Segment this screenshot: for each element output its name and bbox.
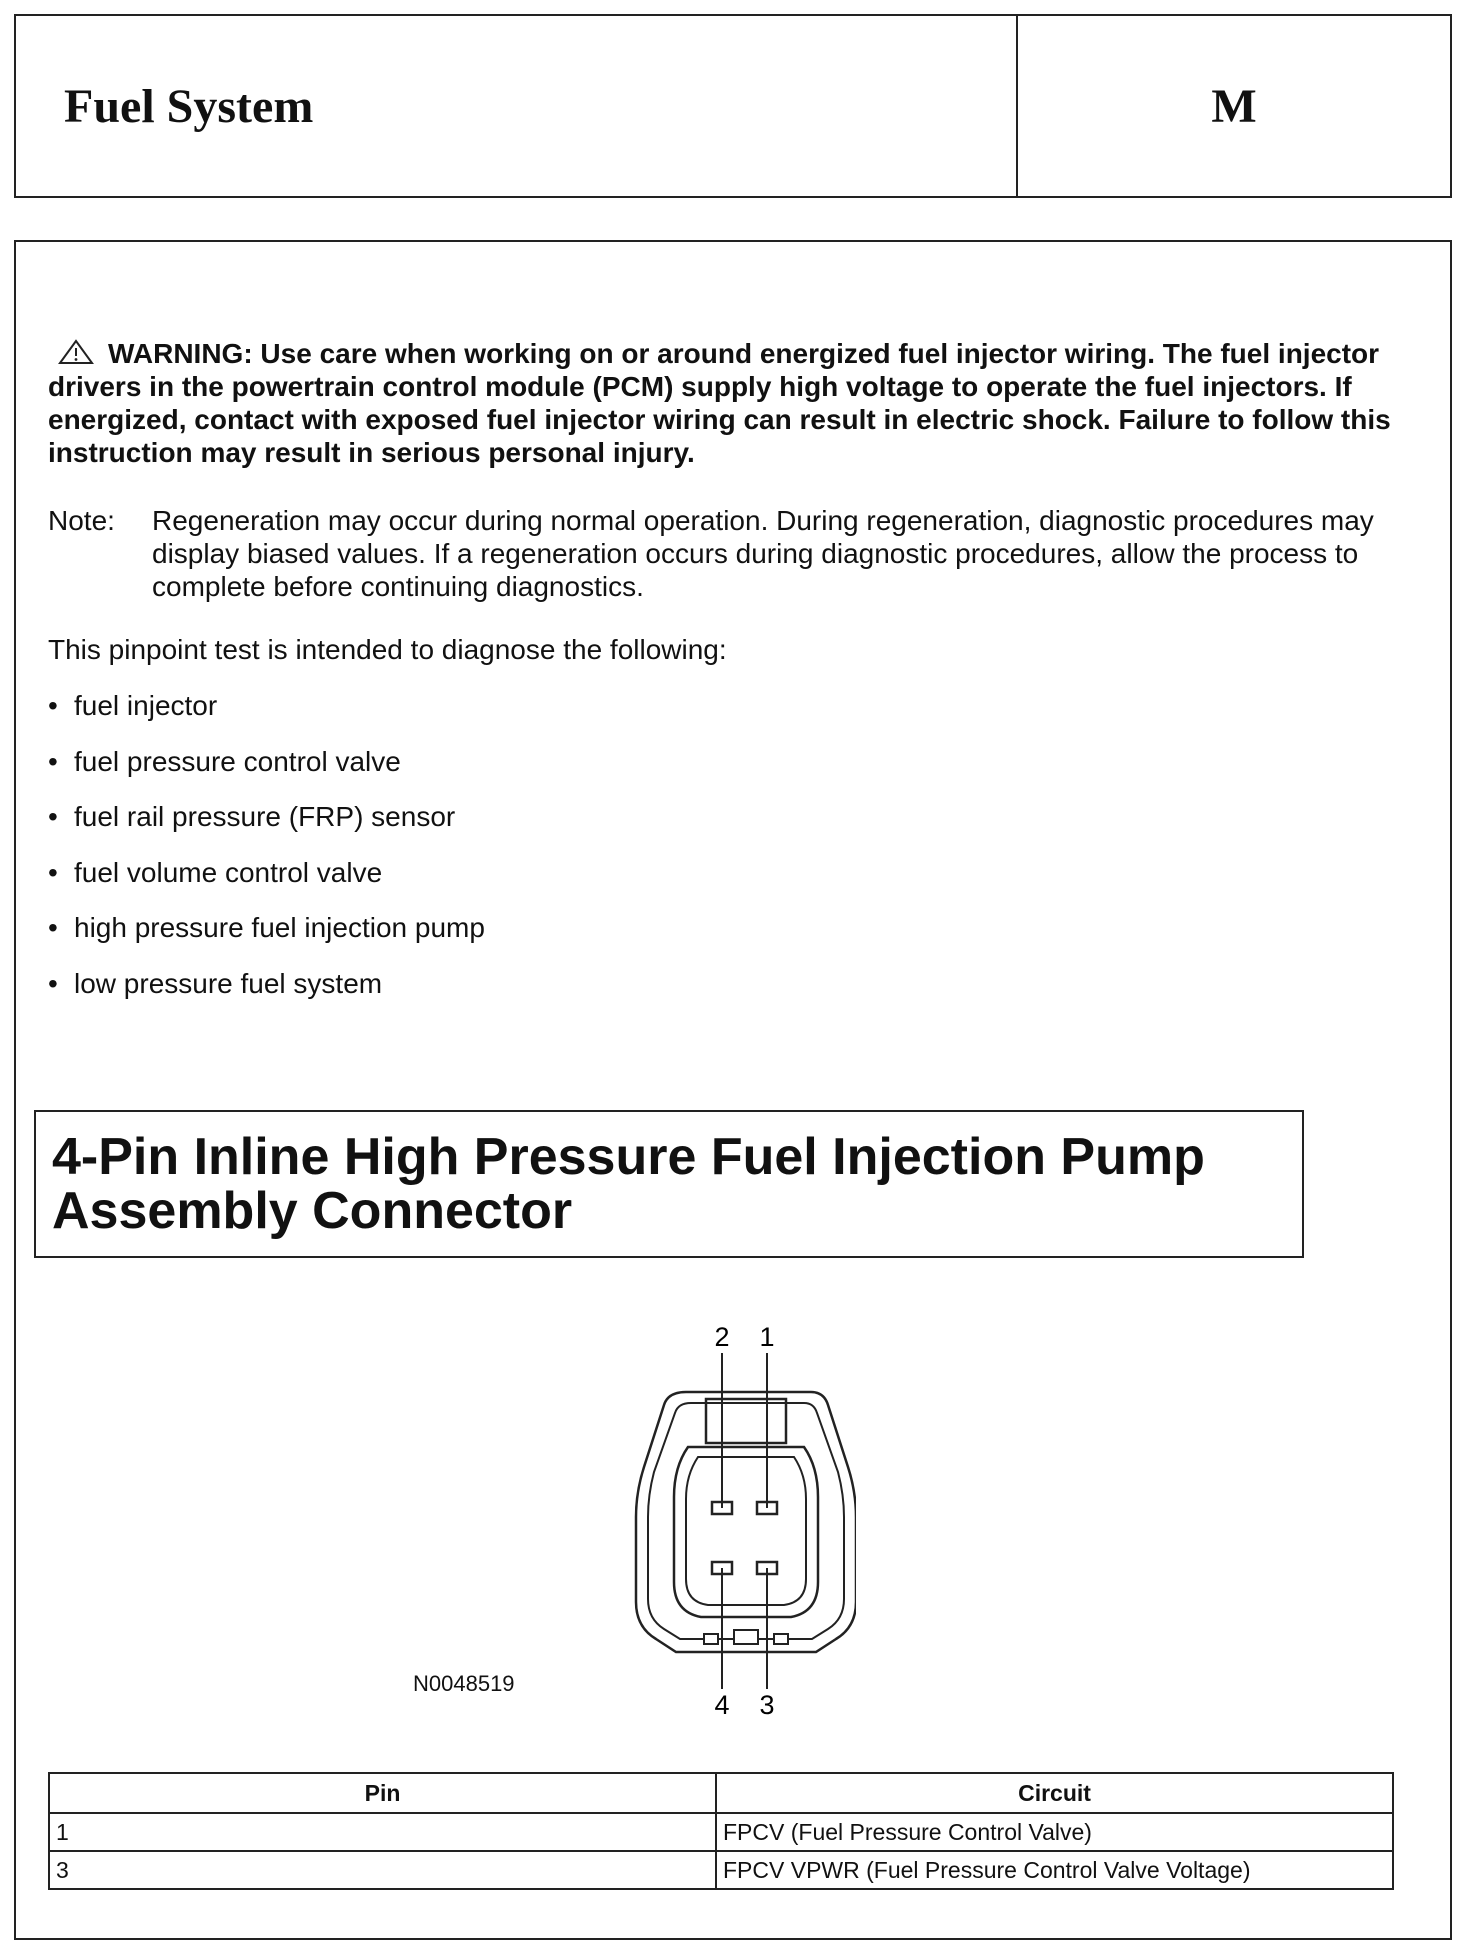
section-letter: M bbox=[1211, 79, 1257, 133]
list-item: • fuel injector bbox=[48, 690, 485, 746]
connector-heading: 4-Pin Inline High Pressure Fuel Injection Pump Assembly Connector bbox=[34, 1110, 1304, 1258]
keying-slot bbox=[734, 1630, 758, 1644]
bullet-icon: • bbox=[48, 801, 58, 832]
bullet-icon: • bbox=[48, 690, 58, 721]
warning-text: WARNING: Use care when working on or around energized fuel injector wiring. The fuel injector drivers in the powertrain control module (PCM) supply high voltage to operate the fuel injectors. If energized, contact with exposed fuel injector wiring can result in electric shock. Failure to follow this instruction may result in serious personal injury. bbox=[48, 338, 1391, 468]
column-header-circuit: Circuit bbox=[716, 1773, 1393, 1813]
pin-cell: 1 bbox=[49, 1813, 716, 1851]
pin-label-2: 2 bbox=[714, 1322, 730, 1352]
list-item: • low pressure fuel system bbox=[48, 968, 485, 1024]
connector-cavity bbox=[674, 1447, 818, 1617]
table-row bbox=[49, 1813, 1393, 1851]
pin-label-3: 3 bbox=[759, 1690, 775, 1717]
keying-slot bbox=[774, 1634, 788, 1644]
table-row bbox=[49, 1851, 1393, 1889]
pin-cell: 3 bbox=[49, 1851, 716, 1889]
list-item: • high pressure fuel injection pump bbox=[48, 912, 485, 968]
page-title: Fuel System bbox=[16, 16, 1018, 196]
list-item: • fuel volume control valve bbox=[48, 857, 485, 913]
column-header-pin: Pin bbox=[49, 1773, 716, 1813]
content-panel bbox=[14, 240, 1452, 1940]
list-item: • fuel pressure control valve bbox=[48, 746, 485, 802]
circuit-cell: FPCV VPWR (Fuel Pressure Control Valve Voltage) bbox=[716, 1851, 1393, 1889]
bullet-icon: • bbox=[48, 745, 58, 777]
connector-latch bbox=[706, 1399, 786, 1443]
pin-label-4: 4 bbox=[714, 1690, 730, 1717]
intro-text: This pinpoint test is intended to diagnose the following: bbox=[48, 634, 727, 665]
connector-diagram bbox=[616, 1317, 856, 1717]
note-text: Regeneration may occur during normal operation. During regeneration, diagnostic procedures may display biased values. If a regeneration occurs during diagnostic procedures, allow the process to complete before continuing diagnostics. bbox=[152, 505, 1374, 602]
warning-block bbox=[48, 337, 1418, 469]
bullet-icon: • bbox=[48, 912, 58, 943]
note-label: Note: bbox=[48, 505, 115, 536]
keying-slot bbox=[704, 1634, 718, 1644]
page-header bbox=[14, 14, 1452, 198]
list-item: • fuel rail pressure (FRP) sensor bbox=[48, 801, 485, 857]
figure-id: N0048519 bbox=[413, 1671, 515, 1696]
bullet-icon: • bbox=[48, 856, 58, 888]
circuit-cell: FPCV (Fuel Pressure Control Valve) bbox=[716, 1813, 1393, 1851]
bullet-icon: • bbox=[48, 967, 58, 999]
pin-label-1: 1 bbox=[759, 1322, 775, 1352]
table-header-row bbox=[49, 1773, 1393, 1813]
note-block bbox=[48, 504, 1418, 603]
warning-triangle-icon bbox=[58, 339, 94, 365]
pin-table bbox=[48, 1772, 1394, 1890]
diagnose-list bbox=[48, 690, 485, 1023]
